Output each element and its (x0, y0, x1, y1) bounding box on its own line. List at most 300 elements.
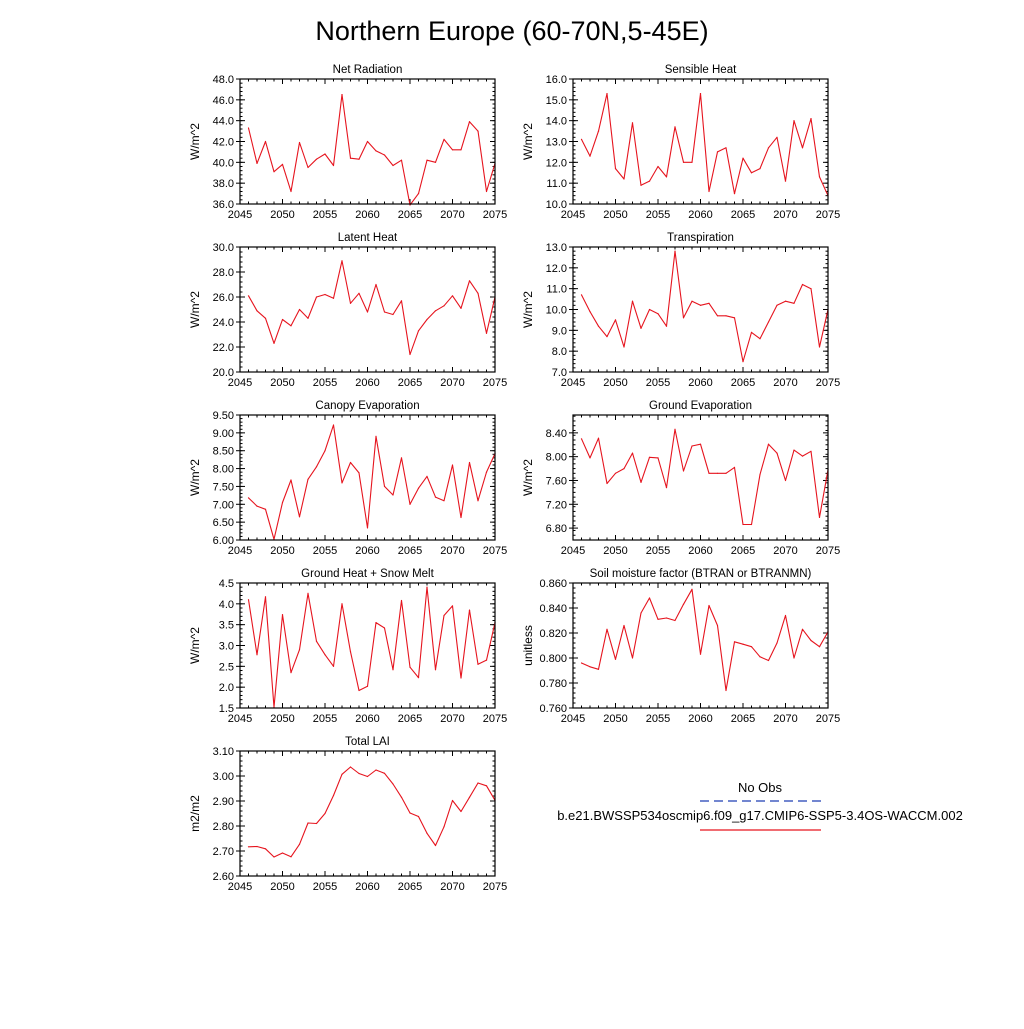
plot-frame (573, 415, 828, 540)
data-point (657, 457, 658, 458)
data-point (589, 311, 590, 312)
y-tick-label: 10.0 (545, 304, 567, 317)
data-point (469, 797, 470, 798)
data-point (598, 326, 599, 327)
data-point (443, 500, 444, 501)
page-title: Northern Europe (60-70N,5-45E) (315, 16, 709, 46)
data-point (418, 330, 419, 331)
data-point (316, 159, 317, 160)
y-tick-label: 0.820 (539, 628, 567, 640)
x-tick-label: 2045 (227, 713, 253, 725)
data-point (333, 165, 334, 166)
data-point (358, 773, 359, 774)
data-point (477, 500, 478, 501)
data-point (606, 93, 607, 94)
data-point (307, 479, 308, 480)
y-tick-label: 2.60 (212, 871, 234, 883)
x-tick-label: 2070 (773, 545, 798, 557)
y-tick-label: 3.5 (218, 619, 234, 632)
data-point (375, 150, 376, 151)
x-tick-label: 2050 (603, 545, 628, 557)
x-tick-label: 2055 (312, 545, 338, 557)
data-point (768, 321, 769, 322)
data-point (691, 445, 692, 446)
data-point (367, 141, 368, 142)
x-tick-label: 2050 (270, 545, 295, 557)
data-point (316, 823, 317, 824)
x-tick-label: 2060 (688, 713, 713, 725)
data-point (751, 524, 752, 525)
data-point (734, 467, 735, 468)
data-point (708, 191, 709, 192)
y-tick-label: 46.0 (212, 94, 234, 107)
data-point (290, 672, 291, 673)
data-point (810, 118, 811, 119)
y-tick-label: 0.800 (539, 653, 567, 665)
data-point (640, 482, 641, 483)
data-point (443, 139, 444, 140)
data-point (742, 524, 743, 525)
x-tick-label: 2045 (560, 713, 586, 725)
data-point (632, 453, 633, 454)
y-tick-label: 14.0 (545, 115, 567, 128)
data-point (443, 826, 444, 827)
data-point (717, 151, 718, 152)
panel-total-lai (188, 736, 507, 893)
data-point (683, 604, 684, 605)
data-point (776, 137, 777, 138)
data-point (649, 181, 650, 182)
data-point (598, 131, 599, 132)
data-point (384, 154, 385, 155)
data-point (367, 686, 368, 687)
x-tick-label: 2070 (440, 881, 465, 893)
data-point (299, 516, 300, 517)
y-tick-label: 7.20 (545, 499, 567, 512)
y-tick-label: 44.0 (212, 115, 234, 128)
data-point (409, 354, 410, 355)
data-point (392, 165, 393, 166)
data-point (623, 468, 624, 469)
data-point (759, 474, 760, 475)
x-tick-label: 2075 (482, 713, 508, 725)
y-tick-label: 0.760 (539, 703, 567, 715)
data-point (324, 153, 325, 154)
data-point (477, 782, 478, 783)
panel-canopy-evaporation (188, 400, 507, 557)
y-axis-label: W/m^2 (521, 459, 535, 496)
panel-transpiration (521, 232, 840, 389)
data-point (657, 166, 658, 167)
data-point (265, 596, 266, 597)
plot-frame (240, 751, 495, 876)
data-point (265, 318, 266, 319)
x-tick-label: 2070 (773, 209, 798, 221)
x-tick-label: 2050 (270, 377, 295, 389)
x-tick-label: 2045 (560, 545, 586, 557)
x-tick-label: 2075 (815, 377, 841, 389)
data-point (666, 487, 667, 488)
data-point (674, 251, 675, 252)
data-point (375, 622, 376, 623)
data-point (708, 605, 709, 606)
y-tick-label: 42.0 (212, 136, 234, 149)
data-point (589, 156, 590, 157)
data-point (401, 600, 402, 601)
data-point (460, 811, 461, 812)
x-tick-label: 2045 (227, 881, 253, 893)
data-point (316, 296, 317, 297)
data-point (657, 313, 658, 314)
data-point (248, 295, 249, 296)
series-line (249, 95, 496, 205)
plot-frame (240, 247, 495, 372)
data-point (435, 497, 436, 498)
data-point (409, 667, 410, 668)
x-tick-label: 2075 (815, 713, 841, 725)
data-point (734, 641, 735, 642)
y-tick-label: 28.0 (212, 267, 234, 279)
x-tick-label: 2055 (645, 545, 671, 557)
data-point (401, 457, 402, 458)
data-point (469, 610, 470, 611)
data-point (452, 149, 453, 150)
panel-title: Ground Heat + Snow Melt (301, 568, 434, 580)
y-tick-label: 7.00 (212, 499, 234, 512)
data-point (708, 303, 709, 304)
data-point (435, 845, 436, 846)
data-point (810, 640, 811, 641)
data-point (307, 167, 308, 168)
data-point (392, 669, 393, 670)
plot-frame (573, 247, 828, 372)
y-tick-label: 15.0 (545, 94, 567, 107)
data-point (341, 260, 342, 261)
panel-latent-heat (188, 232, 507, 389)
data-point (717, 473, 718, 474)
y-axis-label: m2/m2 (188, 795, 202, 832)
data-point (290, 191, 291, 192)
data-point (401, 300, 402, 301)
data-point (751, 646, 752, 647)
data-point (666, 617, 667, 618)
y-tick-label: 12.0 (545, 157, 567, 170)
data-point (435, 669, 436, 670)
x-tick-label: 2065 (730, 713, 756, 725)
panel-title: Net Radiation (332, 64, 403, 76)
data-point (581, 139, 582, 140)
data-point (632, 657, 633, 658)
x-tick-label: 2075 (482, 881, 508, 893)
data-point (819, 176, 820, 177)
data-point (367, 776, 368, 777)
data-point (691, 589, 692, 590)
data-point (460, 149, 461, 150)
data-point (768, 147, 769, 148)
data-point (333, 298, 334, 299)
y-axis-label: W/m^2 (188, 459, 202, 496)
y-tick-label: 38.0 (212, 178, 234, 191)
data-point (248, 127, 249, 128)
x-tick-label: 2065 (730, 545, 756, 557)
data-point (700, 305, 701, 306)
data-point (265, 141, 266, 142)
data-point (734, 193, 735, 194)
data-point (793, 120, 794, 121)
x-tick-label: 2055 (645, 209, 671, 221)
y-tick-label: 9.0 (551, 325, 567, 338)
data-point (426, 476, 427, 477)
data-point (477, 293, 478, 294)
legend-label-no-obs: No Obs (737, 780, 783, 795)
data-point (282, 502, 283, 503)
data-point (307, 822, 308, 823)
data-point (384, 311, 385, 312)
y-tick-label: 4.5 (218, 578, 234, 590)
data-point (768, 444, 769, 445)
data-point (299, 649, 300, 650)
data-point (367, 311, 368, 312)
data-point (418, 488, 419, 489)
data-point (640, 185, 641, 186)
x-tick-label: 2055 (645, 713, 671, 725)
y-tick-label: 48.0 (212, 74, 234, 86)
y-tick-label: 8.50 (212, 445, 234, 458)
x-tick-label: 2060 (688, 377, 713, 389)
data-point (486, 191, 487, 192)
series-line (582, 429, 829, 524)
x-tick-label: 2065 (397, 377, 423, 389)
data-point (589, 666, 590, 667)
y-tick-label: 8.00 (545, 451, 567, 464)
data-point (409, 812, 410, 813)
data-point (452, 605, 453, 606)
data-point (460, 517, 461, 518)
data-point (768, 660, 769, 661)
data-point (700, 444, 701, 445)
y-tick-label: 16.0 (545, 74, 567, 86)
y-tick-label: 10.0 (545, 199, 567, 211)
panel-ground-evaporation (521, 400, 840, 557)
x-tick-label: 2045 (227, 209, 253, 221)
data-point (649, 457, 650, 458)
data-point (333, 424, 334, 425)
y-tick-label: 40.0 (212, 157, 234, 170)
series-line (582, 251, 829, 361)
data-point (401, 797, 402, 798)
data-point (426, 833, 427, 834)
data-point (316, 641, 317, 642)
data-point (256, 506, 257, 507)
data-point (418, 677, 419, 678)
data-point (623, 625, 624, 626)
series-line (249, 261, 496, 355)
data-point (409, 504, 410, 505)
data-point (486, 785, 487, 786)
data-point (725, 147, 726, 148)
y-tick-label: 9.50 (212, 410, 234, 422)
y-tick-label: 8.40 (545, 427, 567, 440)
data-point (324, 813, 325, 814)
y-tick-label: 6.00 (212, 535, 234, 547)
x-tick-label: 2045 (560, 377, 586, 389)
y-axis-label: W/m^2 (188, 123, 202, 160)
data-point (717, 315, 718, 316)
x-tick-label: 2060 (355, 377, 380, 389)
data-point (725, 315, 726, 316)
x-tick-label: 2045 (227, 377, 253, 389)
data-point (615, 168, 616, 169)
data-point (392, 783, 393, 784)
data-point (350, 462, 351, 463)
legend-label-case: b.e21.BWSSP534oscmip6.f09_g17.CMIP6-SSP5-3.4OS-WACCM.002 (557, 808, 963, 823)
data-point (486, 472, 487, 473)
data-point (776, 453, 777, 454)
data-point (802, 147, 803, 148)
data-point (384, 627, 385, 628)
x-tick-label: 2075 (482, 545, 508, 557)
data-point (452, 800, 453, 801)
data-point (375, 284, 376, 285)
data-point (392, 314, 393, 315)
data-point (683, 470, 684, 471)
data-point (358, 293, 359, 294)
data-point (606, 336, 607, 337)
data-point (674, 620, 675, 621)
y-tick-label: 11.0 (546, 178, 567, 191)
data-point (819, 646, 820, 647)
x-tick-label: 2050 (270, 209, 295, 221)
data-point (486, 660, 487, 661)
data-point (426, 160, 427, 161)
data-point (657, 619, 658, 620)
x-tick-label: 2075 (482, 209, 508, 221)
data-point (776, 642, 777, 643)
data-point (469, 462, 470, 463)
y-tick-label: 8.0 (551, 346, 567, 359)
data-point (290, 856, 291, 857)
y-tick-label: 24.0 (212, 317, 234, 329)
y-tick-label: 3.0 (218, 640, 234, 653)
x-tick-label: 2045 (560, 209, 586, 221)
y-axis-label: W/m^2 (188, 627, 202, 664)
data-point (632, 301, 633, 302)
y-tick-label: 0.840 (539, 603, 567, 615)
x-tick-label: 2055 (312, 209, 338, 221)
data-point (666, 326, 667, 327)
data-point (375, 769, 376, 770)
data-point (401, 160, 402, 161)
y-tick-label: 0.780 (539, 678, 567, 690)
data-point (367, 527, 368, 528)
data-point (452, 464, 453, 465)
y-tick-label: 13.0 (545, 136, 567, 149)
panel-title: Ground Evaporation (649, 400, 752, 412)
data-point (299, 309, 300, 310)
data-point (443, 305, 444, 306)
legend (557, 780, 963, 830)
y-tick-label: 4.0 (218, 598, 234, 611)
data-point (759, 168, 760, 169)
data-point (324, 294, 325, 295)
data-point (418, 816, 419, 817)
data-point (350, 651, 351, 652)
x-tick-label: 2065 (397, 881, 423, 893)
panel-title: Latent Heat (337, 232, 398, 244)
y-tick-label: 2.5 (218, 661, 234, 674)
data-point (785, 301, 786, 302)
data-point (265, 509, 266, 510)
data-point (785, 615, 786, 616)
x-tick-label: 2060 (688, 545, 713, 557)
data-point (640, 328, 641, 329)
data-point (435, 310, 436, 311)
x-tick-label: 2055 (312, 713, 338, 725)
data-point (273, 171, 274, 172)
data-point (810, 288, 811, 289)
data-point (742, 158, 743, 159)
data-point (469, 121, 470, 122)
y-tick-label: 7.50 (212, 481, 234, 494)
y-tick-label: 7.60 (545, 475, 567, 488)
y-tick-label: 13.0 (545, 242, 567, 254)
y-axis-label: W/m^2 (521, 291, 535, 328)
y-tick-label: 8.00 (212, 463, 234, 476)
y-axis-label: W/m^2 (521, 123, 535, 160)
x-tick-label: 2045 (227, 545, 253, 557)
data-point (606, 629, 607, 630)
data-point (674, 126, 675, 127)
x-tick-label: 2070 (440, 713, 465, 725)
data-point (392, 494, 393, 495)
data-point (581, 294, 582, 295)
x-tick-label: 2070 (773, 713, 798, 725)
data-point (751, 332, 752, 333)
data-point (751, 172, 752, 173)
data-point (802, 456, 803, 457)
x-tick-label: 2070 (440, 377, 465, 389)
series-line (249, 767, 496, 857)
y-tick-label: 6.80 (545, 523, 567, 536)
y-tick-label: 30.0 (212, 242, 234, 254)
y-tick-label: 3.00 (212, 771, 234, 783)
data-point (819, 346, 820, 347)
x-tick-label: 2075 (815, 545, 841, 557)
y-axis-label: W/m^2 (188, 291, 202, 328)
x-tick-label: 2060 (355, 881, 380, 893)
data-point (452, 295, 453, 296)
data-point (350, 766, 351, 767)
data-point (248, 599, 249, 600)
data-point (341, 603, 342, 604)
data-point (793, 303, 794, 304)
panel-title: Canopy Evaporation (315, 400, 420, 412)
data-point (793, 657, 794, 658)
y-tick-label: 3.10 (212, 746, 234, 758)
data-point (725, 473, 726, 474)
data-point (819, 517, 820, 518)
data-point (375, 436, 376, 437)
data-point (759, 656, 760, 657)
panel-sensible-heat (521, 64, 840, 221)
y-tick-label: 36.0 (212, 199, 234, 211)
data-point (785, 181, 786, 182)
data-point (598, 669, 599, 670)
x-tick-label: 2060 (355, 545, 380, 557)
data-point (358, 690, 359, 691)
y-tick-label: 9.00 (212, 427, 234, 440)
data-point (683, 317, 684, 318)
